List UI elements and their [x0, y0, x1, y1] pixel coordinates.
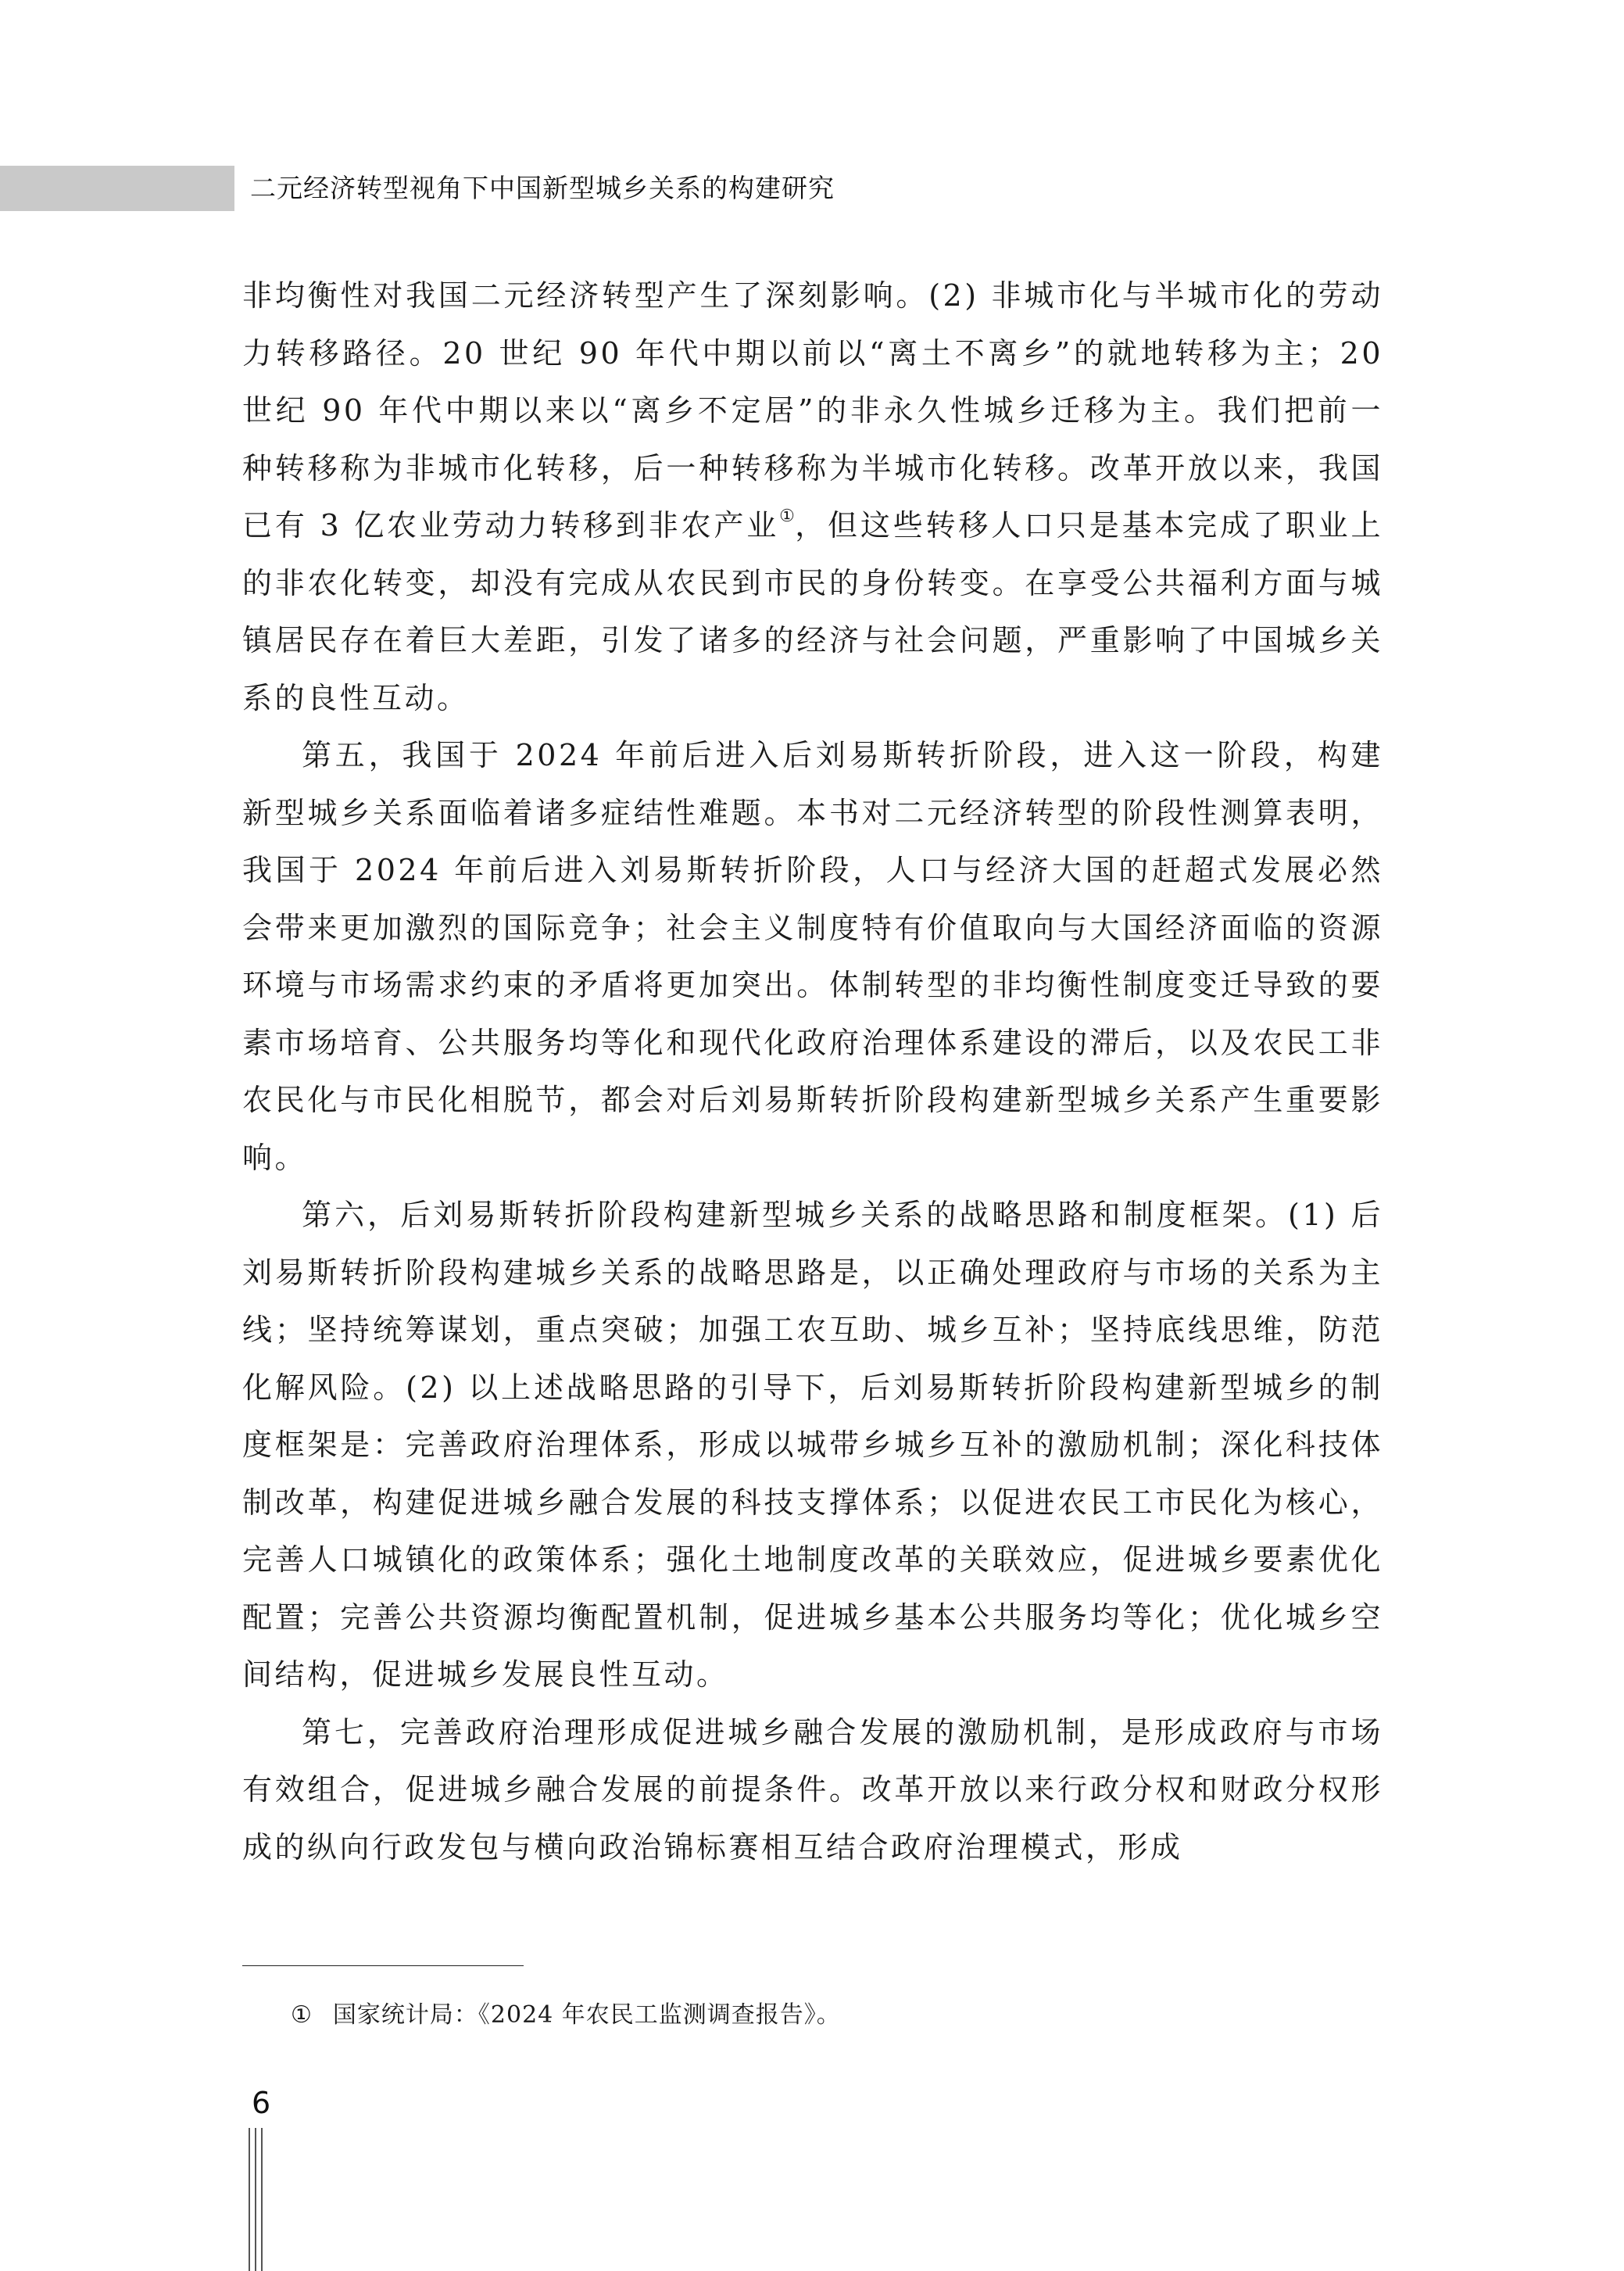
- paragraph-1-text-before: 非均衡性对我国二元经济转型产生了深刻影响。(2) 非城市化与半城市化的劳动力转移路径。20 世纪 90 年代中期以前以“离土不离乡”的就地转移为主；20 世纪 90 年代中期以来以“离乡不定居”的非永久性城乡迁移为主。我们把前一种转移称为非城市化转移，后一种转移称为半城市化转移。改革开放以来，我国已有 3 亿农业劳动力转移到非农产业: [242, 278, 1383, 543]
- footnote-divider: [242, 1965, 524, 1966]
- paragraph-1: [242, 267, 1383, 727]
- page-number: 6: [252, 2086, 271, 2120]
- margin-line: [249, 2128, 250, 2271]
- footnote-marker: ①: [291, 2001, 313, 2029]
- margin-line: [261, 2128, 263, 2271]
- paragraph-2: 第五，我国于 2024 年前后进入后刘易斯转折阶段，进入这一阶段，构建新型城乡关系面临着诸多症结性难题。本书对二元经济转型的阶段性测算表明，我国于 2024 年前后进入刘易斯转折阶段，人口与经济大国的赶超式发展必然会带来更加激烈的国际竞争；社会主义制度特有价值取向与大国经济面临的资源环境与市场需求约束的矛盾将更加突出。体制转型的非均衡性制度变迁导致的要素市场培育、公共服务均等化和现代化政府治理体系建设的滞后，以及农民工非农民化与市民化相脱节，都会对后刘易斯转折阶段构建新型城乡关系产生重要影响。: [242, 738, 1383, 1175]
- footnote: [291, 1998, 841, 2033]
- margin-decoration-lines: [249, 2128, 267, 2271]
- footnote-reference: ①: [779, 507, 796, 527]
- paragraph-3: 第六，后刘易斯转折阶段构建新型城乡关系的战略思路和制度框架。(1) 后刘易斯转折阶段构建城乡关系的战略思路是，以正确处理政府与市场的关系为主线；坚持统筹谋划，重点突破；加强工农互助、城乡互补；坚持底线思维，防范化解风险。(2) 以上述战略思路的引导下，后刘易斯转折阶段构建新型城乡的制度框架是：完善政府治理体系，形成以城带乡城乡互补的激励机制；深化科技体制改革，构建促进城乡融合发展的科技支撑体系；以促进农民工市民化为核心，完善人口城镇化的政策体系；强化土地制度改革的关联效应，促进城乡要素优化配置；完善公共资源均衡配置机制，促进城乡基本公共服务均等化；优化城乡空间结构，促进城乡发展良性互动。: [242, 1198, 1383, 1692]
- running-header-title: 二元经济转型视角下中国新型城乡关系的构建研究: [250, 173, 835, 203]
- body-text: [242, 267, 1383, 1876]
- paragraph-1-text-after: ，但这些转移人口只是基本完成了职业上的非农化转变，却没有完成从农民到市民的身份转变。在享受公共福利方面与城镇居民存在着巨大差距，引发了诸多的经济与社会问题，严重影响了中国城乡关系的良性互动。: [242, 508, 1383, 715]
- paragraph-4: 第七，完善政府治理形成促进城乡融合发展的激励机制，是形成政府与市场有效组合，促进城乡融合发展的前提条件。改革开放以来行政分权和财政分权形成的纵向行政发包与横向政治锦标赛相互结合政府治理模式，形成: [242, 1714, 1383, 1864]
- margin-line: [255, 2128, 256, 2271]
- footnote-text: 国家统计局：《2024 年农民工监测调查报告》。: [332, 2001, 841, 2029]
- header-bar: [0, 166, 234, 211]
